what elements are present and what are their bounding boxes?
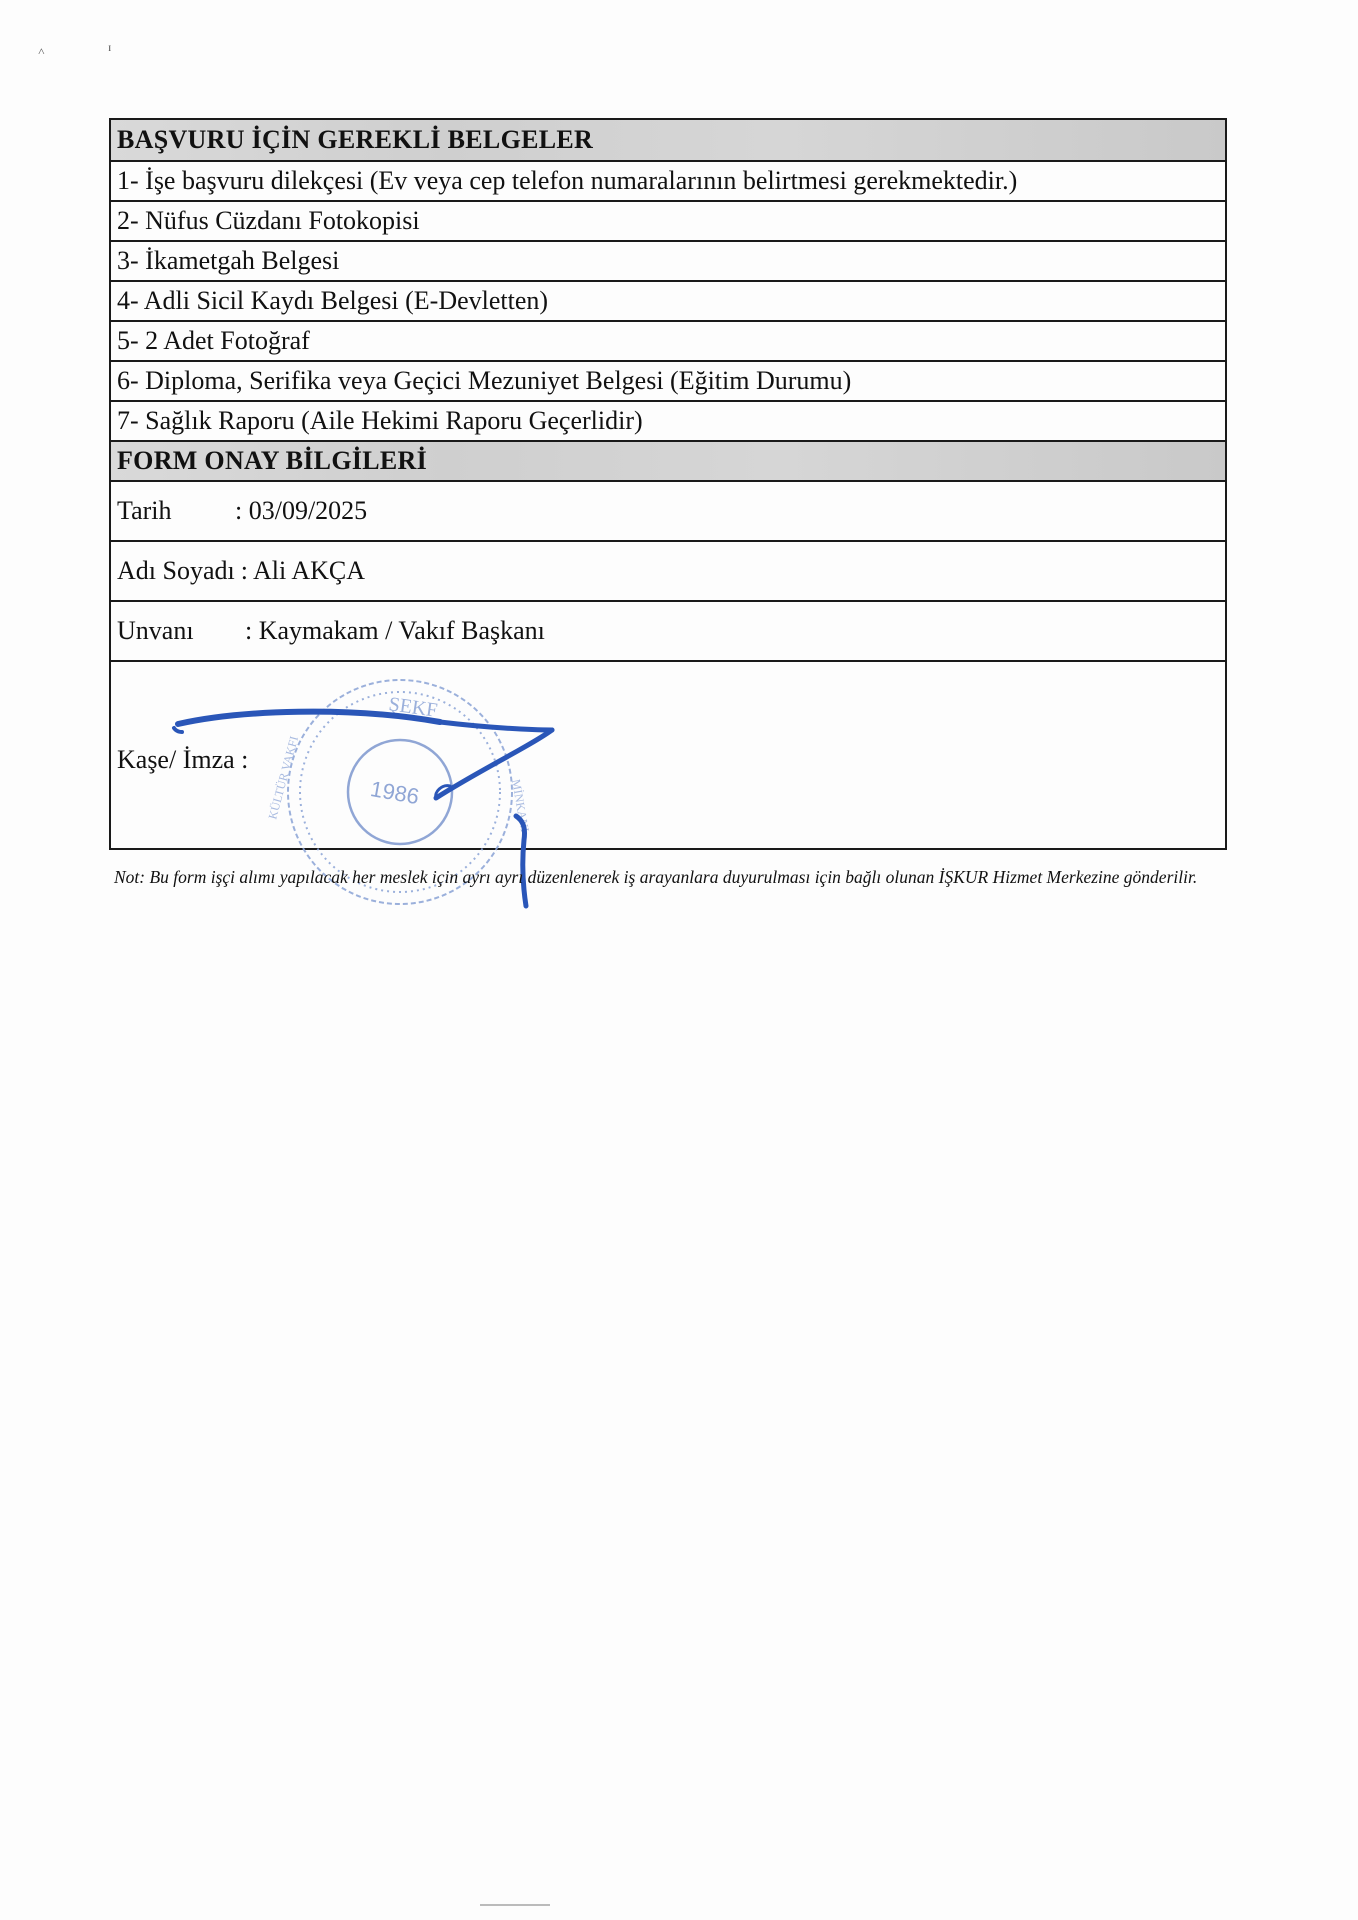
- document-item: 1- İşe başvuru dilekçesi (Ev veya cep telefon numaralarının belirtmesi gerekmektedir.): [111, 162, 1225, 202]
- stamp-signature-label: Kaşe/ İmza :: [117, 745, 249, 774]
- svg-text:ŞEKF: ŞEKF: [387, 693, 439, 722]
- date-value: : 03/09/2025: [235, 496, 368, 525]
- stamp-signature-row: [111, 662, 1225, 848]
- date-row: [111, 482, 1225, 542]
- document-item: 2- Nüfus Cüzdanı Fotokopisi: [111, 202, 1225, 242]
- stamp-year: 1986: [368, 776, 422, 810]
- footer-note: Not: Bu form işçi alımı yapılacak her meslek için ayrı ayrı düzenlenerek iş arayanlara duyurulması için bağlı olunan İŞKUR Hizmet Merkezine gönderilir.: [114, 867, 1198, 887]
- document-item: 4- Adli Sicil Kaydı Belgesi (E-Devletten): [111, 282, 1225, 322]
- document-item: 6- Diploma, Serifika veya Geçici Mezuniyet Belgesi (Eğitim Durumu): [111, 362, 1225, 402]
- application-form-table: [109, 118, 1227, 850]
- title-value: : Kaymakam / Vakıf Başkanı: [245, 616, 545, 645]
- scan-edge-mark: [480, 1904, 550, 1906]
- name-row: [111, 542, 1225, 602]
- document-item: 7- Sağlık Raporu (Aile Hekimi Raporu Geçerlidir): [111, 402, 1225, 442]
- svg-text:KÜLTÜR VAKFI: KÜLTÜR VAKFI: [265, 734, 302, 821]
- svg-text:MİNKANI: MİNKANI: [509, 778, 533, 834]
- name-value: : Ali AKÇA: [240, 556, 365, 585]
- scan-artifact: ɪ: [108, 40, 112, 54]
- title-row: [111, 602, 1225, 662]
- approval-section-heading: FORM ONAY BİLGİLERİ: [111, 442, 1225, 482]
- name-label: Adı Soyadı: [117, 556, 235, 585]
- scan-artifact: ˄: [38, 44, 45, 58]
- document-item: 5- 2 Adet Fotoğraf: [111, 322, 1225, 362]
- title-label: Unvanı: [117, 616, 194, 645]
- documents-section-heading: BAŞVURU İÇİN GEREKLİ BELGELER: [111, 120, 1225, 162]
- document-item: 3- İkametgah Belgesi: [111, 242, 1225, 282]
- date-label: Tarih: [117, 496, 172, 525]
